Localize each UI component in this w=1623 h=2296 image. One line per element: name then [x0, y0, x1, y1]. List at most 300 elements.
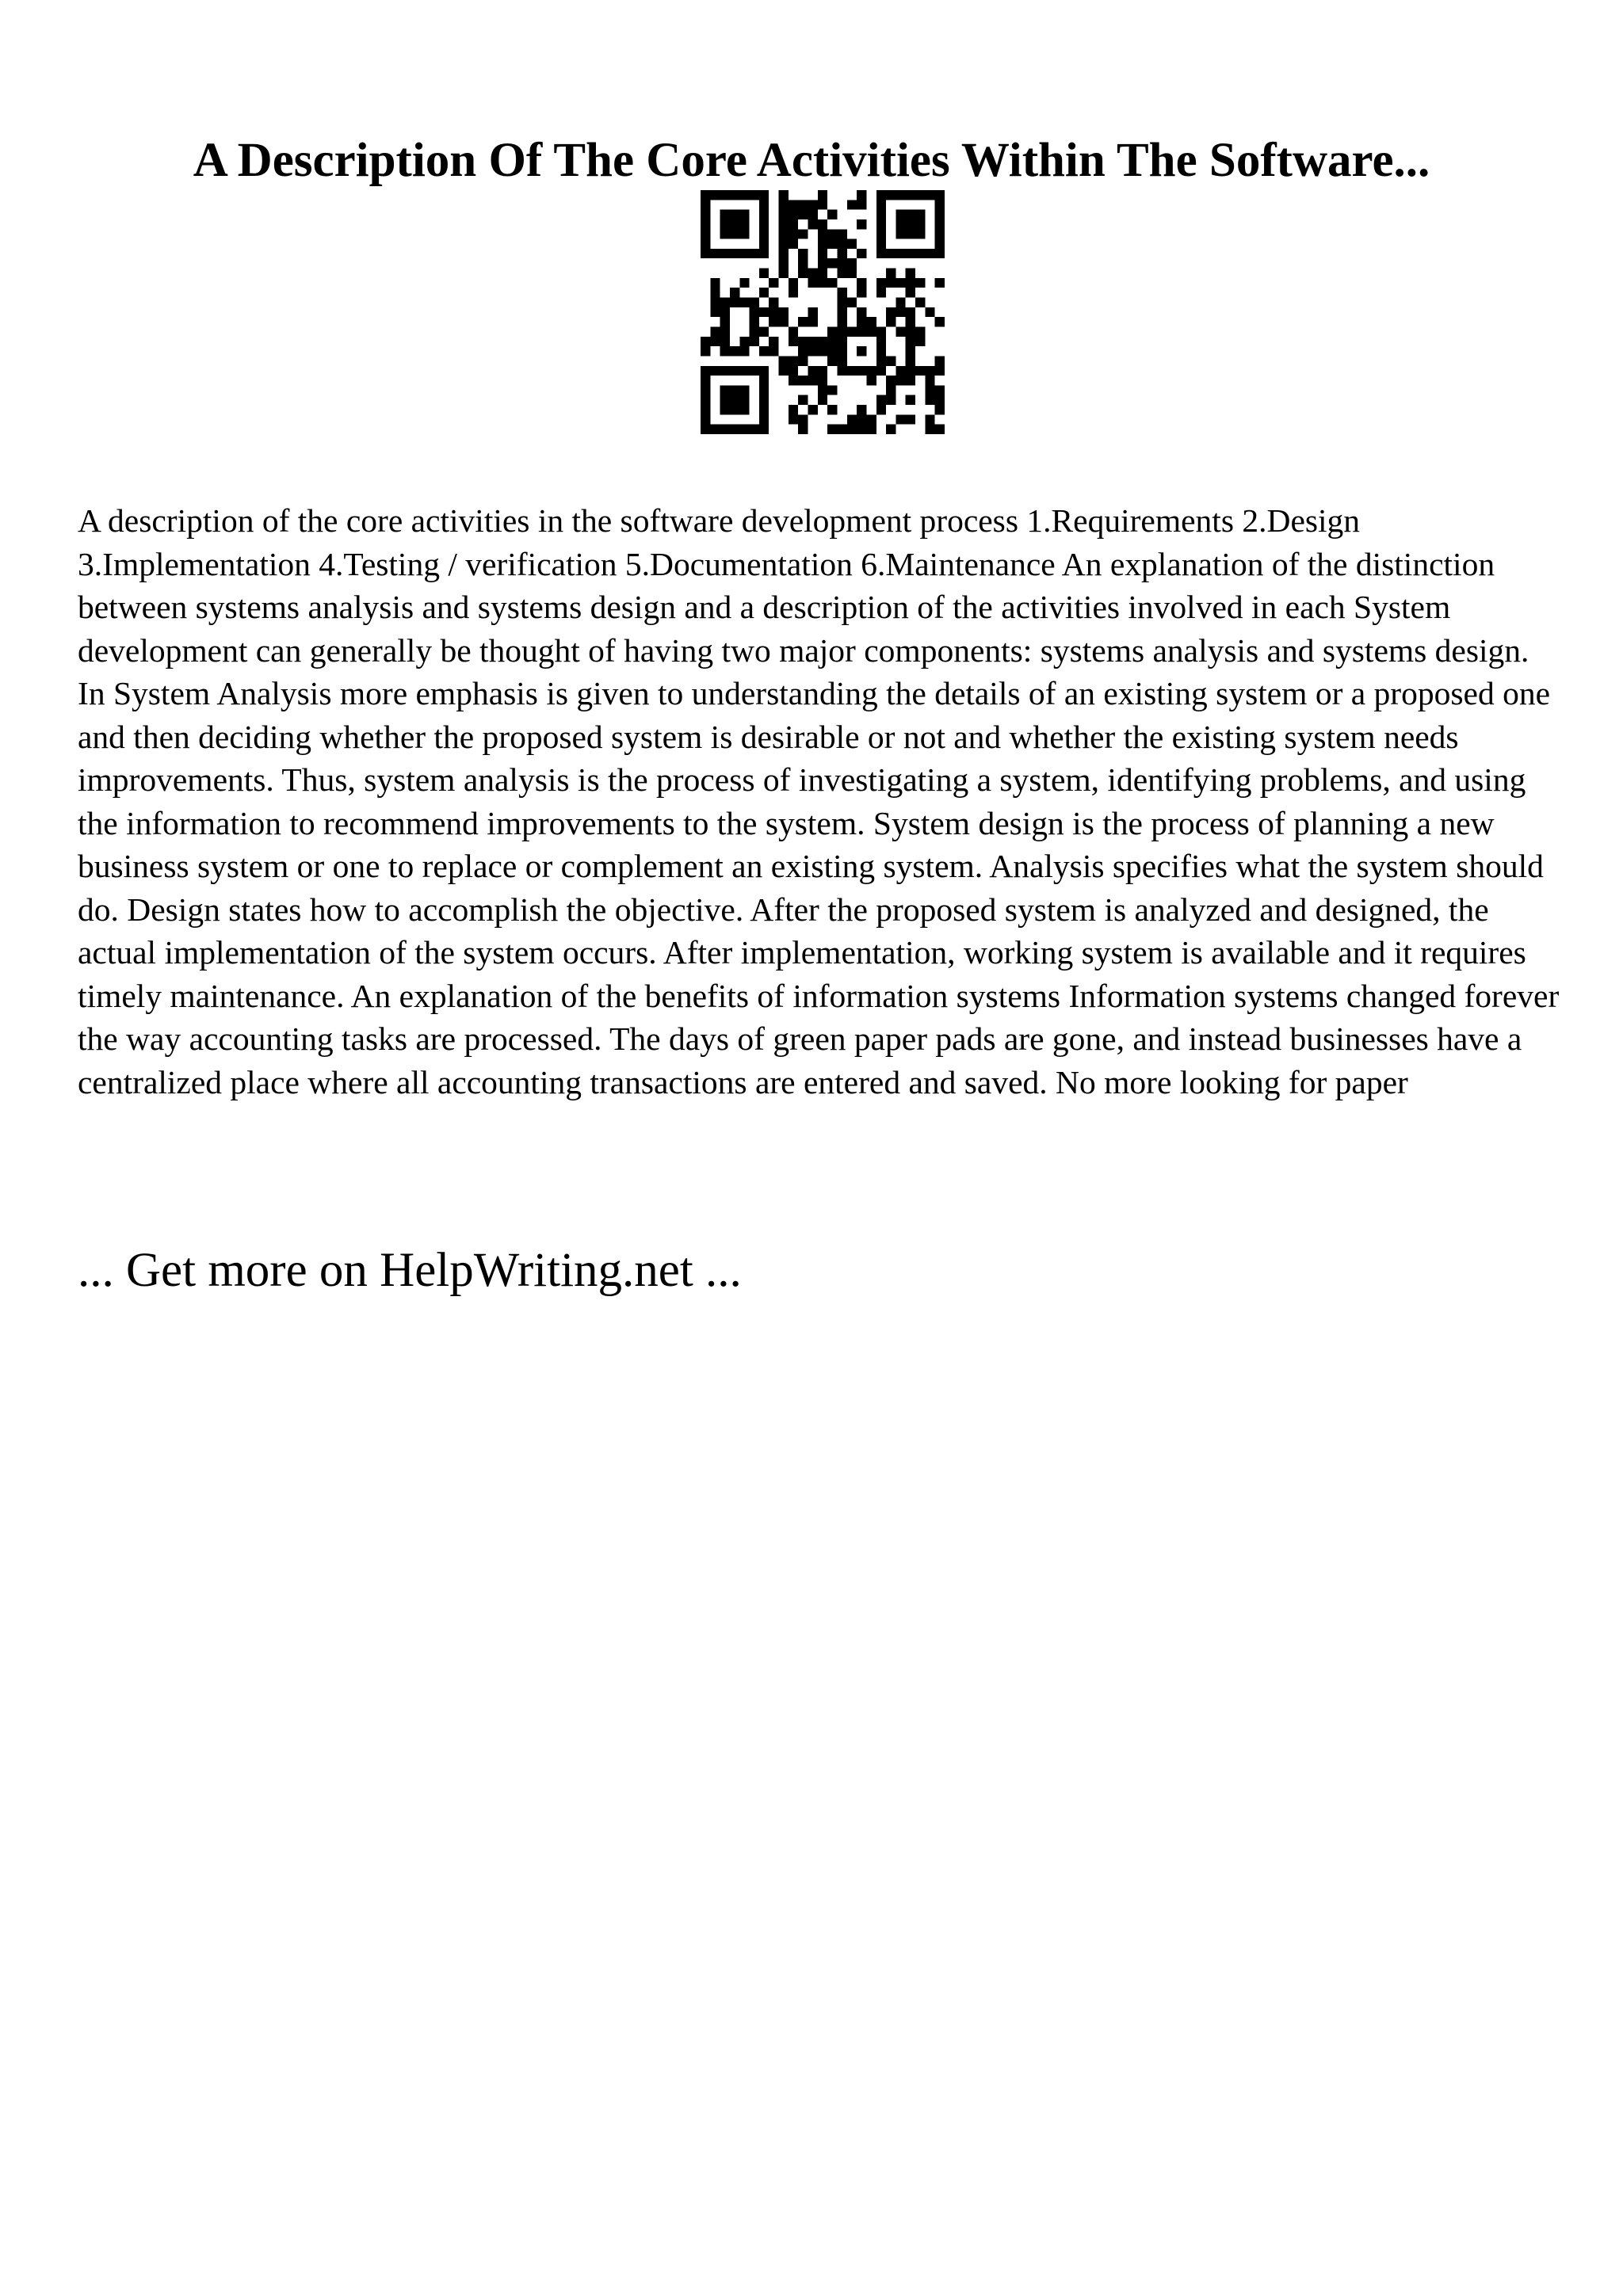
qr-module — [798, 425, 808, 434]
qr-module — [739, 229, 749, 238]
qr-module — [935, 229, 945, 238]
qr-module — [837, 366, 846, 376]
qr-module — [866, 326, 876, 336]
qr-module — [750, 249, 759, 258]
qr-module — [896, 278, 905, 288]
qr-module — [739, 298, 749, 307]
qr-module — [759, 326, 769, 336]
qr-module — [759, 385, 769, 395]
qr-code-icon — [701, 190, 945, 434]
qr-module — [906, 219, 915, 229]
qr-module — [906, 190, 915, 200]
qr-module — [857, 317, 866, 326]
qr-module — [701, 425, 710, 434]
qr-module — [779, 229, 789, 238]
qr-module — [847, 366, 857, 376]
qr-module — [779, 190, 789, 200]
qr-module — [876, 356, 886, 365]
qr-module — [906, 366, 915, 376]
qr-module — [925, 249, 934, 258]
qr-module — [720, 210, 730, 219]
qr-module — [730, 229, 739, 238]
qr-module — [759, 200, 769, 209]
qr-module — [915, 298, 925, 307]
qr-module — [730, 288, 739, 297]
qr-module — [827, 337, 837, 346]
qr-module — [730, 219, 739, 229]
qr-module — [896, 298, 905, 307]
qr-module — [808, 210, 818, 219]
qr-module — [759, 395, 769, 405]
qr-module — [701, 395, 710, 405]
qr-module — [730, 298, 739, 307]
qr-module — [818, 395, 827, 405]
qr-module — [739, 249, 749, 258]
qr-module — [876, 405, 886, 414]
qr-module — [925, 395, 934, 405]
qr-module — [896, 307, 905, 317]
qr-module — [925, 190, 934, 200]
qr-module — [915, 249, 925, 258]
qr-module — [750, 337, 759, 346]
qr-module — [739, 385, 749, 395]
qr-module — [857, 288, 866, 297]
qr-module — [857, 405, 866, 414]
qr-module — [935, 425, 945, 434]
qr-module — [935, 385, 945, 395]
qr-module — [798, 249, 808, 258]
qr-module — [876, 200, 886, 209]
qr-module — [798, 414, 808, 424]
qr-module — [759, 307, 769, 317]
qr-module — [876, 395, 886, 405]
qr-module — [720, 405, 730, 414]
qr-module — [876, 366, 886, 376]
qr-module — [779, 366, 789, 376]
qr-module — [886, 425, 896, 434]
qr-module — [886, 190, 896, 200]
qr-module — [876, 249, 886, 258]
qr-module — [886, 376, 896, 385]
qr-module — [808, 366, 818, 376]
qr-module — [818, 190, 827, 200]
qr-module — [827, 210, 837, 219]
qr-module — [906, 269, 915, 278]
qr-module — [739, 346, 749, 356]
qr-module — [906, 356, 915, 365]
qr-module — [789, 288, 798, 297]
qr-module — [701, 376, 710, 385]
qr-module — [906, 414, 915, 424]
qr-module — [925, 414, 934, 424]
qr-module — [896, 376, 905, 385]
qr-module — [837, 356, 846, 365]
qr-module — [915, 210, 925, 219]
qr-module — [906, 346, 915, 356]
qr-module — [935, 200, 945, 209]
qr-module — [906, 249, 915, 258]
qr-module — [779, 307, 789, 317]
qr-module — [808, 376, 818, 385]
qr-module — [876, 229, 886, 238]
qr-module — [935, 219, 945, 229]
qr-module — [710, 190, 720, 200]
qr-module — [827, 326, 837, 336]
qr-module — [710, 249, 720, 258]
qr-module — [759, 405, 769, 414]
qr-module — [818, 239, 827, 249]
qr-module — [857, 307, 866, 317]
qr-module — [701, 210, 710, 219]
qr-module — [798, 317, 808, 326]
qr-module — [730, 210, 739, 219]
qr-module — [935, 249, 945, 258]
qr-module — [925, 307, 934, 317]
qr-module — [876, 190, 886, 200]
qr-module — [935, 239, 945, 249]
qr-module — [739, 190, 749, 200]
qr-module — [739, 405, 749, 414]
qr-module — [827, 405, 837, 414]
qr-module — [876, 346, 886, 356]
qr-module — [779, 356, 789, 365]
qr-module — [906, 376, 915, 385]
qr-module — [720, 326, 730, 336]
qr-module — [896, 414, 905, 424]
qr-module — [818, 366, 827, 376]
qr-module — [798, 229, 808, 238]
qr-module — [886, 307, 896, 317]
qr-module — [847, 414, 857, 424]
qr-module — [906, 288, 915, 297]
qr-module — [818, 337, 827, 346]
qr-module — [906, 326, 915, 336]
qr-module — [701, 249, 710, 258]
qr-module — [701, 385, 710, 395]
qr-module — [789, 219, 798, 229]
qr-module — [857, 200, 866, 209]
qr-module — [925, 385, 934, 395]
qr-module — [701, 229, 710, 238]
qr-module — [789, 337, 798, 346]
qr-module — [730, 405, 739, 414]
qr-module — [798, 200, 808, 209]
qr-module — [710, 298, 720, 307]
qr-module — [857, 249, 866, 258]
qr-module — [857, 366, 866, 376]
qr-module — [808, 317, 818, 326]
qr-module — [798, 210, 808, 219]
qr-module — [857, 346, 866, 356]
qr-module — [759, 249, 769, 258]
qr-module — [906, 337, 915, 346]
qr-module — [886, 269, 896, 278]
qr-module — [915, 229, 925, 238]
qr-module — [750, 190, 759, 200]
qr-module — [701, 219, 710, 229]
qr-module — [876, 219, 886, 229]
qr-module — [935, 317, 945, 326]
qr-module — [779, 219, 789, 229]
qr-module — [759, 269, 769, 278]
qr-module — [779, 258, 789, 268]
qr-module — [837, 346, 846, 356]
qr-module — [847, 298, 857, 307]
qr-module — [759, 219, 769, 229]
qr-module — [808, 278, 818, 288]
qr-module — [720, 337, 730, 346]
qr-module — [935, 405, 945, 414]
qr-module — [759, 190, 769, 200]
qr-module — [759, 366, 769, 376]
qr-module — [827, 229, 837, 238]
qr-module — [857, 414, 866, 424]
qr-module — [759, 376, 769, 385]
qr-module — [739, 278, 749, 288]
qr-module — [769, 278, 778, 288]
qr-module — [789, 405, 798, 414]
qr-module — [837, 337, 846, 346]
qr-module — [876, 326, 886, 336]
qr-module — [896, 210, 905, 219]
qr-module — [935, 356, 945, 365]
qr-module — [876, 239, 886, 249]
qr-module — [808, 269, 818, 278]
qr-module — [710, 425, 720, 434]
document-body: A description of the core activities in the software development process 1.Requirements 2.Design 3.Implementation 4.Testing / verification 5.Documentation 6.Maintenance An explanation of the distinction between systems analysis and systems design and a description of the activities involved in each System development can generally be thought of having two major components: systems analysis and systems design. In System Analysis more emphasis is given to understanding the details of an existing system or a proposed one and then deciding whether the proposed system is desirable or not and whether the existing system needs improvements. Thus, system analysis is the process of investigating a system, identifying problems, and using the information to recommend improvements to the system. System design is the process of planning a new business system or one to replace or complement an existing system. Analysis specifies what the system should do. Design states how to accomplish the objective. After the proposed system is analyzed and designed, the actual implementation of the system occurs. After implementation, working system is available and it requires timely maintenance. An explanation of the benefits of information systems Information systems changed forever the way accounting tasks are processed. The days of green paper pads are gone, and instead businesses have a centralized place where all accounting transactions are entered and saved. No more looking for paper — [78, 502, 1560, 1100]
qr-module — [779, 249, 789, 258]
qr-module — [866, 366, 876, 376]
qr-module — [886, 278, 896, 288]
qr-module — [739, 366, 749, 376]
qr-module — [896, 326, 905, 336]
qr-module — [769, 298, 778, 307]
qr-module — [837, 249, 846, 258]
qr-module — [759, 425, 769, 434]
qr-module — [701, 239, 710, 249]
qr-module — [837, 317, 846, 326]
qr-module — [739, 219, 749, 229]
qr-module — [906, 229, 915, 238]
qr-module — [701, 200, 710, 209]
qr-module — [710, 366, 720, 376]
qr-module — [886, 249, 896, 258]
qr-module — [896, 249, 905, 258]
qr-module — [837, 269, 846, 278]
qr-module — [779, 317, 789, 326]
qr-module — [730, 346, 739, 356]
qr-module — [779, 239, 789, 249]
qr-module — [857, 219, 866, 229]
qr-module — [935, 210, 945, 219]
qr-module — [701, 346, 710, 356]
qr-module — [798, 395, 808, 405]
qr-module — [739, 337, 749, 346]
qr-module — [837, 288, 846, 297]
qr-module — [896, 219, 905, 229]
qr-module — [701, 190, 710, 200]
qr-module — [730, 395, 739, 405]
qr-module — [789, 414, 798, 424]
qr-module — [857, 278, 866, 288]
qr-module — [789, 210, 798, 219]
qr-module — [720, 317, 730, 326]
qr-module — [818, 278, 827, 288]
qr-module — [847, 200, 857, 209]
qr-module — [827, 385, 837, 395]
qr-module — [789, 356, 798, 365]
qr-module — [720, 366, 730, 376]
qr-module — [798, 346, 808, 356]
qr-module — [730, 425, 739, 434]
qr-module — [886, 385, 896, 395]
qr-module — [750, 317, 759, 326]
qr-module — [915, 337, 925, 346]
qr-module — [837, 229, 846, 238]
qr-module — [847, 326, 857, 336]
qr-module — [798, 356, 808, 365]
qr-module — [818, 376, 827, 385]
qr-module — [789, 278, 798, 288]
qr-module — [866, 425, 876, 434]
qr-module — [710, 337, 720, 346]
qr-module — [818, 258, 827, 268]
qr-module — [759, 414, 769, 424]
document-title: A Description Of The Core Activities Within The Software... — [193, 133, 1430, 187]
qr-module — [935, 395, 945, 405]
qr-module — [915, 219, 925, 229]
qr-module — [818, 229, 827, 238]
qr-module — [935, 190, 945, 200]
qr-module — [906, 307, 915, 317]
qr-module — [818, 269, 827, 278]
qr-module — [759, 239, 769, 249]
qr-module — [876, 337, 886, 346]
qr-module — [750, 366, 759, 376]
qr-module — [808, 219, 818, 229]
qr-module — [720, 346, 730, 356]
qr-module — [720, 249, 730, 258]
qr-module — [837, 239, 846, 249]
qr-module — [827, 425, 837, 434]
qr-module — [915, 326, 925, 336]
qr-module — [701, 405, 710, 414]
qr-module — [886, 395, 896, 405]
qr-module — [876, 278, 886, 288]
qr-module — [827, 239, 837, 249]
qr-module — [730, 190, 739, 200]
qr-module — [837, 298, 846, 307]
qr-module — [739, 210, 749, 219]
qr-module — [789, 229, 798, 238]
qr-module — [710, 307, 720, 317]
qr-module — [925, 376, 934, 385]
qr-module — [866, 317, 876, 326]
qr-module — [789, 326, 798, 336]
qr-module — [739, 395, 749, 405]
qr-module — [730, 249, 739, 258]
qr-module — [720, 385, 730, 395]
qr-module — [710, 278, 720, 288]
qr-module — [857, 425, 866, 434]
qr-module — [847, 269, 857, 278]
qr-module — [866, 376, 876, 385]
qr-module — [906, 210, 915, 219]
qr-module — [779, 269, 789, 278]
qr-module — [827, 346, 837, 356]
qr-module — [750, 307, 759, 317]
qr-module — [730, 385, 739, 395]
qr-module — [847, 425, 857, 434]
qr-module — [857, 190, 866, 200]
qr-module — [750, 298, 759, 307]
qr-module — [847, 239, 857, 249]
qr-module — [857, 326, 866, 336]
qr-module — [789, 366, 798, 376]
qr-module — [720, 307, 730, 317]
qr-module — [837, 307, 846, 317]
qr-module — [896, 366, 905, 376]
qr-module — [876, 210, 886, 219]
qr-module — [750, 425, 759, 434]
qr-module — [915, 190, 925, 200]
get-more-link[interactable]: ... Get more on HelpWriting.net ... — [78, 1244, 742, 1297]
qr-module — [701, 337, 710, 346]
qr-module — [837, 326, 846, 336]
qr-module — [759, 210, 769, 219]
qr-module — [808, 346, 818, 356]
qr-module — [720, 298, 730, 307]
qr-module — [720, 190, 730, 200]
qr-module — [710, 326, 720, 336]
qr-module — [769, 317, 778, 326]
qr-module — [720, 425, 730, 434]
qr-module — [808, 200, 818, 209]
qr-module — [720, 219, 730, 229]
qr-module — [769, 337, 778, 346]
qr-module — [915, 366, 925, 376]
qr-module — [827, 278, 837, 288]
qr-module — [837, 425, 846, 434]
qr-module — [759, 288, 769, 297]
qr-module — [720, 229, 730, 238]
qr-module — [818, 385, 827, 395]
qr-module — [876, 288, 886, 297]
qr-module — [906, 278, 915, 288]
qr-module — [779, 210, 789, 219]
qr-module — [798, 258, 808, 268]
qr-module — [798, 376, 808, 385]
qr-module — [935, 278, 945, 288]
qr-module — [720, 395, 730, 405]
qr-module — [750, 326, 759, 336]
qr-module — [866, 414, 876, 424]
qr-module — [925, 425, 934, 434]
qr-module — [759, 229, 769, 238]
qr-module — [701, 414, 710, 424]
qr-module — [935, 366, 945, 376]
qr-module — [925, 366, 934, 376]
qr-module — [896, 229, 905, 238]
qr-module — [827, 356, 837, 365]
qr-module — [789, 376, 798, 385]
qr-module — [759, 346, 769, 356]
qr-module — [818, 346, 827, 356]
qr-module — [779, 200, 789, 209]
qr-module — [769, 346, 778, 356]
qr-module — [739, 425, 749, 434]
qr-module — [808, 405, 818, 414]
